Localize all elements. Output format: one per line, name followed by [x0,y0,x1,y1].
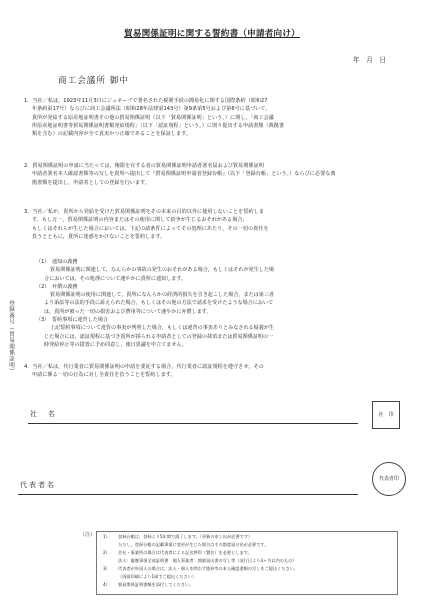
condition-2-text: は，貴所が被った一切の損害および費用等について速やかに弁償します。 [44,308,212,315]
condition-3-text: 時発給停止等の措置に予め同意し，後日異議を申立てません。 [44,341,187,348]
condition-list [36,258,406,349]
condition-2-text: 貿易関係証明の使用に関連して，貴所になんらかの経済的損失を引き起こした場合，または第三者 [50,292,275,299]
paragraph-3 [24,208,406,241]
paragraph-2 [24,162,406,187]
company-name-line[interactable] [28,423,358,424]
paragraph-1 [24,97,406,138]
note-text: 会社・事業所の場合は代表者による記名押印（署名）を必要とします。 [118,550,252,555]
paragraph-1-line: 貴所が発給する原産地証明書その他の貿易関係証明（以下「貿易関係証明」という。）に関し，「商工会議 [32,114,274,121]
note-number: 2） [103,550,110,555]
paragraph-3-line: 3．当社／私が，貴所から発給を受けた貿易関係証明をその本来の目的以外に使用しないことを誓約しま [24,209,264,215]
page-title: 貿易関係証明に関する誓約書（申請者向け） [124,29,300,39]
addressee: 商工会議所 御中 [58,76,129,86]
paragraph-3-line: す。もし万一，貿易関係証明の内容またはその使用に関して紛争が生じるおそれがある場合， [32,217,248,224]
note-number: 1） [103,534,110,539]
representative-seal-circle: 代表者印 [372,462,406,496]
condition-1-heading: （1） 通知の義務 [36,259,78,265]
note-number: 4） [103,582,110,587]
paragraph-2-line: 2．貿易関係証明の申請に当たっては，権限を有する者の貿易関係証明申請者署名届および貿易関係証明 [24,163,264,169]
date-line: 年 月 日 [353,56,386,64]
notes-heading: （注） [80,532,96,538]
condition-3-heading: （3） 誓約事項に違背した場合 [36,317,109,324]
paragraph-1-line: 年条約第17号）ならびに商工会議所法（昭和28年法律第143号）第9条第5号および第6号に基づいて， [32,106,271,113]
paragraph-3-line: 負うとともに，貴所に迷惑をかけないことを誓約します。 [32,233,166,240]
representative-name-label: 代表者名 [20,481,56,489]
paragraph-4-line: 申請に係る一切の行為に対し全責任を負うことを誓約します。 [32,372,176,379]
condition-3-text: 上記誓約事項について違背の事実が判明した場合，もしくは違背の事実ありとみなされる疑義が生 [50,325,275,332]
paragraph-1-line: 1．当社／私は，1923年11月3日にジュネーブで署名された税関手続の簡易化に関する国際条約（昭和27 [24,98,268,104]
paragraph-2-line: 拠書類を提出し，申請者としての登録を行います。 [32,179,150,186]
condition-1-text: 貿易関係証明に関連して，なんらかの事故の発生のおそれがある場合，もしくはそれが発生した場 [50,267,275,274]
note-text: ただし，登録台帳の記載事項に変更が生じた場合はその都度届け出が必要です。 [118,542,269,547]
paragraph-2-line: 申請者署名本人確認書類等の写しを貴所へ提出して『貿易関係証明申請者登録台帳』（以下「登録台帳」という。）ならびに必要な典 [32,171,336,178]
condition-2-heading: （2） 弁償の義務 [36,283,78,290]
note-text: 貿易関係証明書類を添付してください。 [118,582,194,587]
paragraph-1-line: 所原産地証明書等貿易関係証明書類発給規程」（以下「認証規程」という。）に則り提出する申請書類（典拠書 [32,122,285,129]
condition-1-text: 合においては，その処理について速やかに貴所に通知します。 [44,275,187,282]
company-seal-box: 社 印 [372,401,400,429]
condition-2-text: より訴訟等の法的手段に訴えられた場合，もしくはその他の方法で請求を受けたような場合において [44,300,274,307]
paragraph-1-line: 類を含む）の記載内容が全て真実かつ正確であることを保証します。 [32,131,192,138]
paragraph-4-line: 4．当社／私は，代行業者に貿易関係証明の申請を委託する場合，代行業者に認証規程を遵守させ，その [24,364,264,370]
registration-number-side-label: 登録番号（貿易関係証明） [8,300,14,375]
paragraph-4 [24,363,406,380]
note-text: （両面印刷により1部でご提出ください） [118,574,197,579]
paragraph-3-line: もしくはそれらが生じた場合においては，下記の諸条件によってその処理にあたり，その一切の責任を [32,225,269,232]
note-number: 3） [103,566,110,571]
condition-3-text: じた場合には，認証規程に基づき貴所が採られる申請者としての登録の抹消または貿易関係証明の一 [44,333,274,340]
note-text: 登録台帳は，登録より5年間で満了します。（更新の申し出が必要です） [118,534,253,539]
note-text: 法人：履歴事項全部証明書 個人事業者：開業届出書の写し等（発行日より3ヶ月以内のもの） [118,558,297,563]
representative-name-line[interactable] [18,494,358,495]
note-text: 代表者が外国人の場合は，法人・個人を問わず旅券等の本人確認書類の写しをご提出ください。 [118,566,299,571]
company-name-label: 社 名 [30,410,57,418]
